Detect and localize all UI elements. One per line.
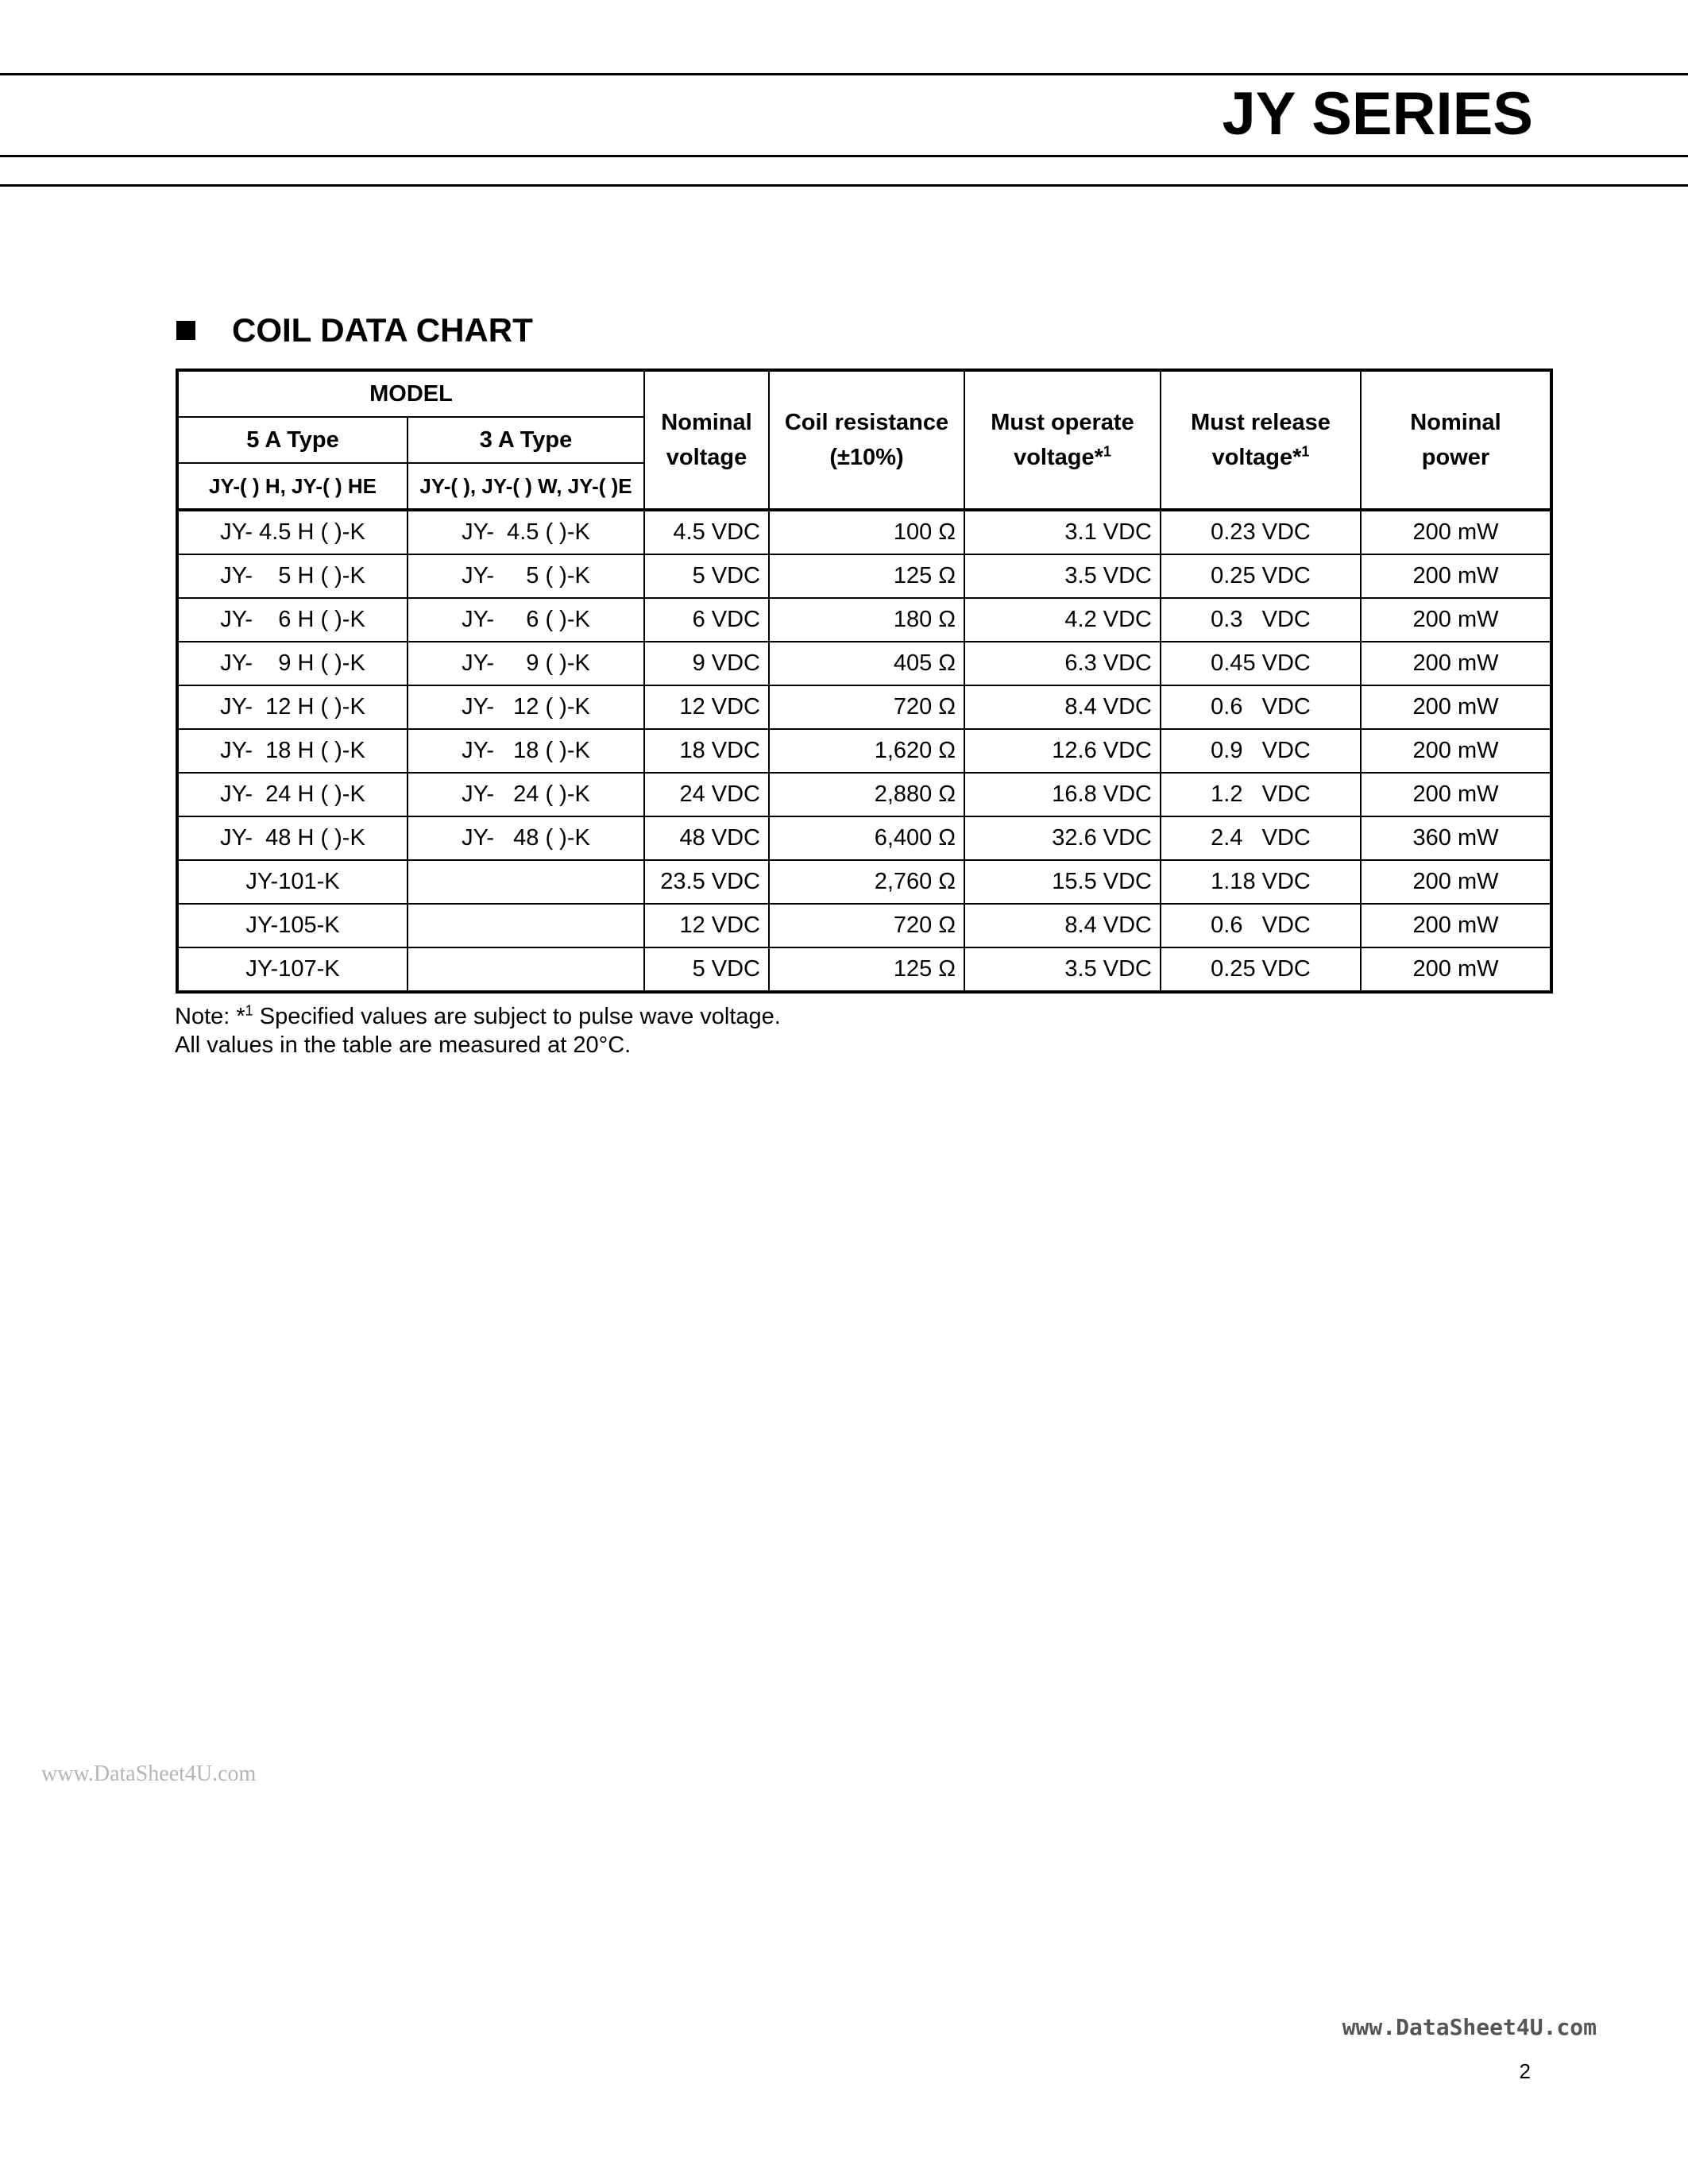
table-row <box>177 947 1551 992</box>
section-heading-text: COIL DATA CHART <box>232 311 533 349</box>
cell-must-release: 0.3 VDC <box>1161 598 1361 642</box>
cell-coil-resistance: 180 Ω <box>769 598 964 642</box>
cell-must-operate: 3.5 VDC <box>964 554 1161 598</box>
cell-must-release: 1.2 VDC <box>1161 773 1361 816</box>
header-must-release-line1: Must release <box>1191 410 1331 435</box>
table-row <box>177 642 1551 685</box>
header-5a-variants: JY-( ) H, JY-( ) HE <box>177 463 408 510</box>
cell-nominal-power: 360 mW <box>1361 816 1551 860</box>
cell-model-5a: JY-107-K <box>177 947 408 992</box>
cell-nominal-voltage: 12 VDC <box>644 904 769 947</box>
cell-model-3a <box>408 860 644 904</box>
cell-model-3a: JY- 9 ( )-K <box>408 642 644 685</box>
bottom-rule <box>0 184 1688 187</box>
watermark-right: www.DataSheet4U.com <box>1342 2014 1597 2040</box>
header-nominal-power-line2: power <box>1421 445 1490 470</box>
cell-nominal-power: 200 mW <box>1361 510 1551 554</box>
cell-must-release: 0.25 VDC <box>1161 554 1361 598</box>
note-prefix: Note: * <box>175 1004 245 1029</box>
cell-model-3a <box>408 904 644 947</box>
top-rule <box>0 73 1688 75</box>
note-line-2: All values in the table are measured at 20°C. <box>175 1032 632 1058</box>
header-nominal-power-line1: Nominal <box>1410 410 1501 435</box>
table-row <box>177 685 1551 729</box>
cell-nominal-power: 200 mW <box>1361 729 1551 773</box>
cell-nominal-voltage: 24 VDC <box>644 773 769 816</box>
header-must-operate-line1: Must operate <box>991 410 1134 435</box>
cell-must-release: 0.23 VDC <box>1161 510 1361 554</box>
cell-nominal-power: 200 mW <box>1361 598 1551 642</box>
header-must-release-line2 <box>1161 440 1360 475</box>
cell-must-operate: 6.3 VDC <box>964 642 1161 685</box>
cell-coil-resistance: 405 Ω <box>769 642 964 685</box>
cell-must-release: 0.6 VDC <box>1161 904 1361 947</box>
page-number: 2 <box>1519 2059 1531 2083</box>
table-row <box>177 598 1551 642</box>
cell-nominal-power: 200 mW <box>1361 947 1551 992</box>
cell-must-operate: 3.5 VDC <box>964 947 1161 992</box>
note-line-1 <box>175 1002 781 1031</box>
header-must-operate-line2 <box>965 440 1160 475</box>
header-coil-resistance-line2: (±10%) <box>829 445 904 470</box>
header-must-release-text: voltage* <box>1211 445 1302 470</box>
cell-must-release: 0.25 VDC <box>1161 947 1361 992</box>
cell-must-operate: 8.4 VDC <box>964 685 1161 729</box>
cell-nominal-voltage: 5 VDC <box>644 554 769 598</box>
cell-nominal-power: 200 mW <box>1361 860 1551 904</box>
cell-must-operate: 8.4 VDC <box>964 904 1161 947</box>
cell-nominal-power: 200 mW <box>1361 904 1551 947</box>
cell-coil-resistance: 2,880 Ω <box>769 773 964 816</box>
cell-coil-resistance: 100 Ω <box>769 510 964 554</box>
cell-model-3a: JY- 24 ( )-K <box>408 773 644 816</box>
table-note <box>175 1002 781 1059</box>
cell-nominal-voltage: 5 VDC <box>644 947 769 992</box>
cell-must-release: 1.18 VDC <box>1161 860 1361 904</box>
cell-coil-resistance: 720 Ω <box>769 904 964 947</box>
cell-model-3a: JY- 12 ( )-K <box>408 685 644 729</box>
cell-model-3a: JY- 5 ( )-K <box>408 554 644 598</box>
table-row <box>177 773 1551 816</box>
header-model: MODEL <box>177 370 644 417</box>
footnote-marker: 1 <box>1301 443 1310 460</box>
cell-nominal-voltage: 23.5 VDC <box>644 860 769 904</box>
cell-model-5a: JY- 4.5 H ( )-K <box>177 510 408 554</box>
cell-model-3a: JY- 18 ( )-K <box>408 729 644 773</box>
cell-must-operate: 15.5 VDC <box>964 860 1161 904</box>
series-title: JY SERIES <box>1222 80 1533 148</box>
cell-model-5a: JY- 24 H ( )-K <box>177 773 408 816</box>
header-must-operate <box>964 370 1161 510</box>
header-nominal-voltage <box>644 370 769 510</box>
cell-nominal-voltage: 48 VDC <box>644 816 769 860</box>
cell-must-operate: 16.8 VDC <box>964 773 1161 816</box>
header-3a-type: 3 A Type <box>408 417 644 463</box>
cell-model-5a: JY- 48 H ( )-K <box>177 816 408 860</box>
cell-nominal-power: 200 mW <box>1361 685 1551 729</box>
cell-must-release: 0.9 VDC <box>1161 729 1361 773</box>
header-nominal-power <box>1361 370 1551 510</box>
cell-model-5a: JY- 9 H ( )-K <box>177 642 408 685</box>
cell-model-5a: JY- 6 H ( )-K <box>177 598 408 642</box>
cell-must-operate: 12.6 VDC <box>964 729 1161 773</box>
cell-nominal-power: 200 mW <box>1361 773 1551 816</box>
table-row <box>177 729 1551 773</box>
square-bullet-icon <box>176 321 195 340</box>
cell-nominal-power: 200 mW <box>1361 642 1551 685</box>
header-5a-type: 5 A Type <box>177 417 408 463</box>
cell-nominal-voltage: 12 VDC <box>644 685 769 729</box>
cell-nominal-voltage: 18 VDC <box>644 729 769 773</box>
cell-model-3a <box>408 947 644 992</box>
cell-nominal-power: 200 mW <box>1361 554 1551 598</box>
cell-coil-resistance: 2,760 Ω <box>769 860 964 904</box>
cell-model-3a: JY- 4.5 ( )-K <box>408 510 644 554</box>
cell-must-operate: 3.1 VDC <box>964 510 1161 554</box>
cell-nominal-voltage: 6 VDC <box>644 598 769 642</box>
cell-must-release: 0.6 VDC <box>1161 685 1361 729</box>
cell-must-release: 2.4 VDC <box>1161 816 1361 860</box>
cell-model-3a: JY- 6 ( )-K <box>408 598 644 642</box>
table-row <box>177 904 1551 947</box>
table-body <box>177 510 1551 992</box>
cell-must-operate: 32.6 VDC <box>964 816 1161 860</box>
cell-coil-resistance: 1,620 Ω <box>769 729 964 773</box>
header-must-operate-text: voltage* <box>1014 445 1103 470</box>
cell-must-operate: 4.2 VDC <box>964 598 1161 642</box>
table-row <box>177 816 1551 860</box>
cell-coil-resistance: 125 Ω <box>769 554 964 598</box>
table-row <box>177 860 1551 904</box>
header-coil-resistance <box>769 370 964 510</box>
cell-model-5a: JY- 18 H ( )-K <box>177 729 408 773</box>
section-heading <box>176 310 533 351</box>
cell-coil-resistance: 720 Ω <box>769 685 964 729</box>
cell-nominal-voltage: 9 VDC <box>644 642 769 685</box>
cell-model-5a: JY- 12 H ( )-K <box>177 685 408 729</box>
cell-coil-resistance: 125 Ω <box>769 947 964 992</box>
cell-model-5a: JY- 5 H ( )-K <box>177 554 408 598</box>
cell-model-5a: JY-101-K <box>177 860 408 904</box>
header-nominal-voltage-line2: voltage <box>666 445 747 470</box>
header-3a-variants: JY-( ), JY-( ) W, JY-( )E <box>408 463 644 510</box>
footnote-marker: 1 <box>245 1002 253 1019</box>
middle-rule <box>0 155 1688 157</box>
note-text: Specified values are subject to pulse wave voltage. <box>253 1004 781 1029</box>
cell-must-release: 0.45 VDC <box>1161 642 1361 685</box>
header-nominal-voltage-line1: Nominal <box>661 410 752 435</box>
cell-model-5a: JY-105-K <box>177 904 408 947</box>
watermark-left: www.DataSheet4U.com <box>41 1761 257 1786</box>
footnote-marker: 1 <box>1103 443 1111 460</box>
cell-nominal-voltage: 4.5 VDC <box>644 510 769 554</box>
table-row <box>177 510 1551 554</box>
cell-coil-resistance: 6,400 Ω <box>769 816 964 860</box>
header-coil-resistance-line1: Coil resistance <box>784 410 949 435</box>
header-must-release <box>1161 370 1361 510</box>
cell-model-3a: JY- 48 ( )-K <box>408 816 644 860</box>
coil-data-table <box>176 369 1553 994</box>
table-row <box>177 554 1551 598</box>
